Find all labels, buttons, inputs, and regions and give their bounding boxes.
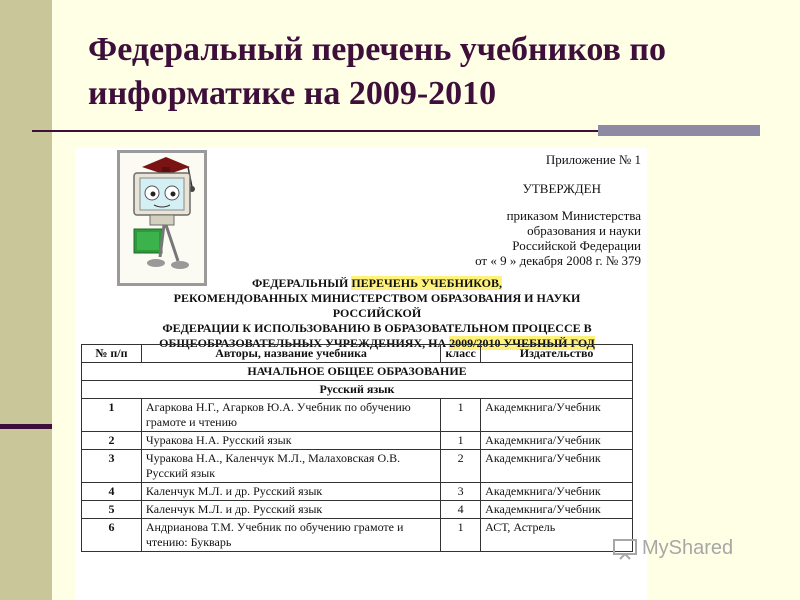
- watermark: [612, 537, 733, 560]
- scanned-document: [75, 148, 647, 600]
- approval-ministry-line: образования и науки: [527, 223, 641, 238]
- row-publisher: Академкнига/Учебник: [481, 399, 633, 432]
- row-author: Чуракова Н.А., Каленчук М.Л., Малаховская О.В. Русский язык: [141, 450, 440, 483]
- row-number: 4: [82, 483, 142, 501]
- slide-title-line2: информатике на 2009-2010: [88, 75, 497, 112]
- title-divider-accent: [598, 125, 760, 136]
- slide-title: [88, 28, 768, 116]
- left-decor-bar: [0, 0, 52, 600]
- section-title: НАЧАЛЬНОЕ ОБЩЕЕ ОБРАЗОВАНИЕ: [82, 363, 633, 381]
- table-header-row: [82, 345, 633, 363]
- computer-mascot-icon: [117, 150, 207, 286]
- row-grade: 3: [441, 483, 481, 501]
- row-grade: 2: [441, 450, 481, 483]
- row-author: Чуракова Н.А. Русский язык: [141, 432, 440, 450]
- row-publisher: Академкнига/Учебник: [481, 450, 633, 483]
- row-author: Андрианова Т.М. Учебник по обучению грамоте и чтению: Букварь: [141, 519, 440, 552]
- row-grade: 1: [441, 519, 481, 552]
- table-row: [82, 483, 633, 501]
- heading-part1: ФЕДЕРАЛЬНЫЙ: [251, 276, 352, 290]
- approval-appendix: Приложение № 1: [545, 152, 641, 167]
- row-number: 1: [82, 399, 142, 432]
- approval-federation-line: Российской Федерации: [512, 238, 641, 253]
- heading-line3: ФЕДЕРАЦИИ К ИСПОЛЬЗОВАНИЮ В ОБРАЗОВАТЕЛЬНОМ ПРОЦЕССЕ В: [162, 321, 592, 335]
- watermark-text: MyShared: [642, 537, 734, 559]
- row-number: 2: [82, 432, 142, 450]
- approval-date-line: от « 9 » декабря 2008 г. № 379: [475, 253, 641, 268]
- textbook-table: [81, 344, 633, 552]
- row-publisher: Академкнига/Учебник: [481, 501, 633, 519]
- row-publisher: АСТ, Астрель: [481, 519, 633, 552]
- approval-stamp: [401, 152, 641, 268]
- row-grade: 1: [441, 399, 481, 432]
- table-row: [82, 450, 633, 483]
- row-grade: 1: [441, 432, 481, 450]
- row-author: Агаркова Н.Г., Агарков Ю.А. Учебник по обучению грамоте и чтению: [141, 399, 440, 432]
- row-publisher: Академкнига/Учебник: [481, 483, 633, 501]
- row-author: Каленчук М.Л. и др. Русский язык: [141, 483, 440, 501]
- row-number: 5: [82, 501, 142, 519]
- table-row: [82, 519, 633, 552]
- table-row: [82, 432, 633, 450]
- document-heading: [137, 276, 617, 351]
- table-row: [82, 399, 633, 432]
- approval-approved: УТВЕРЖДЕН: [522, 181, 601, 196]
- heading-line4-highlight: 2009/2010 УЧЕБНЫЙ ГОД: [449, 336, 595, 350]
- presentation-icon: [612, 538, 638, 560]
- heading-line2: РЕКОМЕНДОВАННЫХ МИНИСТЕРСТВОМ ОБРАЗОВАНИЯ И НАУКИ РОССИЙСКОЙ: [173, 291, 581, 320]
- row-grade: 4: [441, 501, 481, 519]
- table-row: [82, 501, 633, 519]
- table-section-row: [82, 363, 633, 381]
- heading-line4: ОБЩЕОБРАЗОВАТЕЛЬНЫХ УЧРЕЖДЕНИЯХ, НА: [159, 336, 450, 350]
- header-grade: класс: [441, 345, 481, 363]
- heading-part1-highlight: ПЕРЕЧЕНЬ УЧЕБНИКОВ,: [351, 276, 503, 290]
- approval-order-line: приказом Министерства: [506, 208, 641, 223]
- row-number: 3: [82, 450, 142, 483]
- header-author: Авторы, название учебника: [141, 345, 440, 363]
- row-number: 6: [82, 519, 142, 552]
- row-author: Каленчук М.Л. и др. Русский язык: [141, 501, 440, 519]
- subsection-title: Русский язык: [82, 381, 633, 399]
- header-publisher: Издательство: [481, 345, 633, 363]
- left-accent-stripe: [0, 424, 52, 429]
- row-publisher: Академкнига/Учебник: [481, 432, 633, 450]
- slide-title-line1: Федеральный перечень учебников по: [88, 31, 666, 68]
- table-subsection-row: [82, 381, 633, 399]
- header-number: № п/п: [82, 345, 142, 363]
